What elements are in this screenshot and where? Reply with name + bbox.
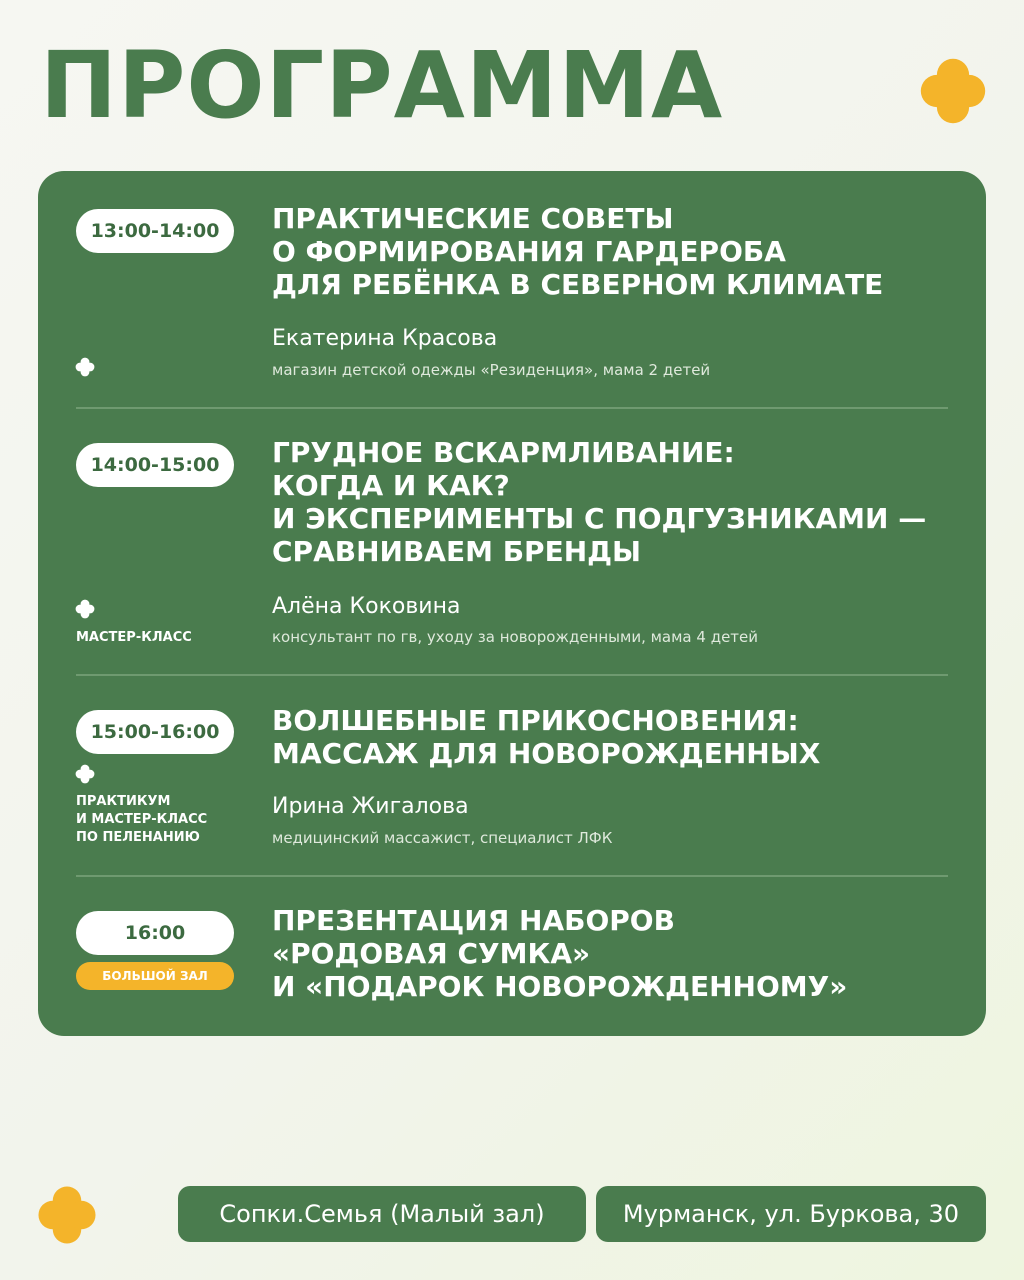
plus-clover-icon — [75, 764, 95, 784]
time-badge: 15:00-16:00 — [76, 710, 234, 754]
speaker-name: Екатерина Красова — [272, 326, 498, 351]
session-title: ВОЛШЕБНЫЕ ПРИКОСНОВЕНИЯ: МАССАЖ ДЛЯ НОВОРОЖДЕННЫХ — [272, 704, 821, 770]
venue-label: Сопки.Семья (Малый зал) — [178, 1186, 586, 1242]
speaker-role: магазин детской одежды «Резиденция», мама 2 детей — [272, 361, 711, 379]
session-title: ГРУДНОЕ ВСКАРМЛИВАНИЕ: КОГДА И КАК? И ЭКСПЕРИМЕНТЫ С ПОДГУЗНИКАМИ — СРАВНИВАЕМ БРЕНДЫ — [272, 436, 927, 568]
divider — [76, 875, 948, 877]
divider — [76, 407, 948, 409]
time-badge: 13:00-14:00 — [76, 209, 234, 253]
schedule-card — [38, 171, 986, 1036]
speaker-name: Ирина Жигалова — [272, 794, 469, 819]
clover-icon — [918, 56, 988, 126]
plus-clover-icon — [75, 599, 95, 619]
page-title: ПРОГРАММА — [40, 32, 724, 139]
address-label: Мурманск, ул. Буркова, 30 — [596, 1186, 986, 1242]
venue-badge: БОЛЬШОЙ ЗАЛ — [76, 962, 234, 990]
time-badge: 16:00 — [76, 911, 234, 955]
time-badge: 14:00-15:00 — [76, 443, 234, 487]
session-title: ПРЕЗЕНТАЦИЯ НАБОРОВ «РОДОВАЯ СУМКА» И «ПОДАРОК НОВОРОЖДЕННОМУ» — [272, 904, 848, 1003]
speaker-name: Алёна Коковина — [272, 594, 461, 619]
format-label: МАСТЕР-КЛАСС — [76, 630, 192, 645]
divider — [76, 674, 948, 676]
plus-clover-icon — [75, 357, 95, 377]
speaker-role: консультант по гв, уходу за новорожденными, мама 4 детей — [272, 628, 759, 646]
clover-icon — [36, 1184, 98, 1246]
format-label: ПРАКТИКУМ И МАСТЕР-КЛАСС ПО ПЕЛЕНАНИЮ — [76, 794, 208, 845]
speaker-role: медицинский массажист, специалист ЛФК — [272, 829, 613, 847]
session-title: ПРАКТИЧЕСКИЕ СОВЕТЫ О ФОРМИРОВАНИЯ ГАРДЕРОБА ДЛЯ РЕБЁНКА В СЕВЕРНОМ КЛИМАТЕ — [272, 202, 884, 301]
